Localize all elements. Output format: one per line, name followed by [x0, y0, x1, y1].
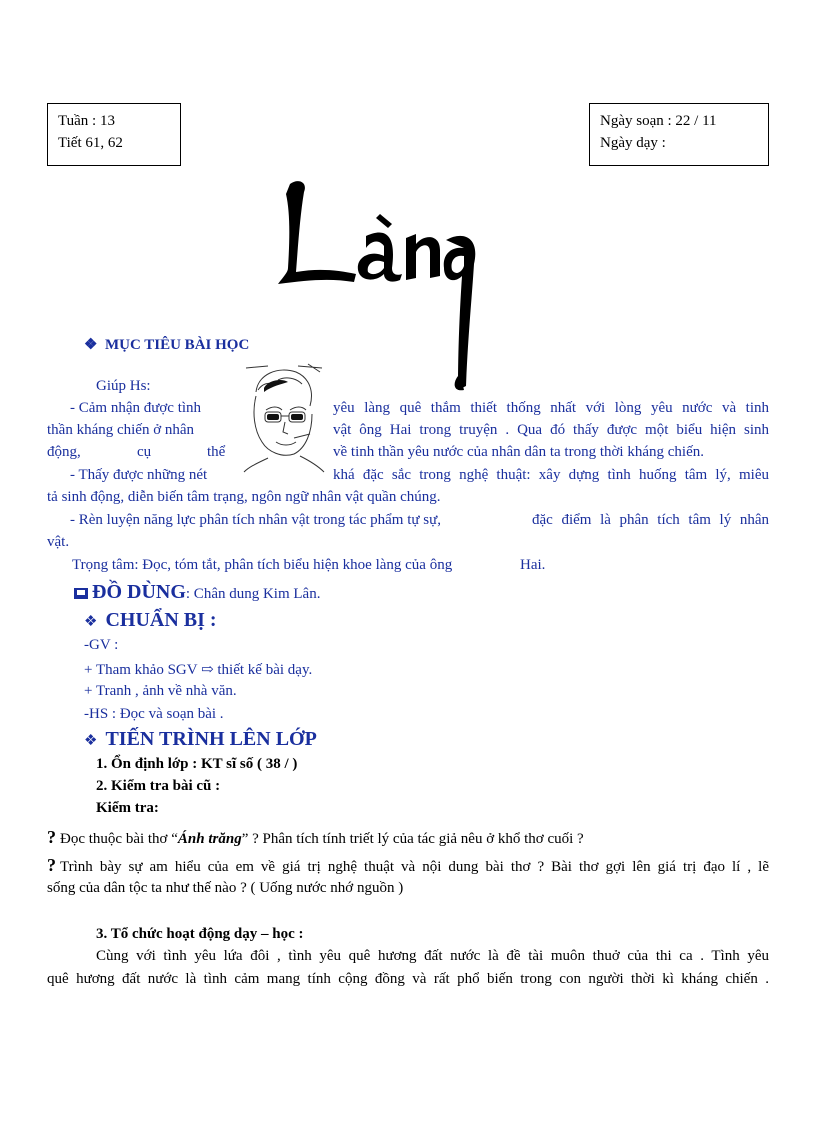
step-3: 3. Tổ chức hoạt động dạy – học : [96, 926, 304, 942]
objectives-heading-text: MỤC TIÊU BÀI HỌC [104, 337, 250, 353]
period-label: Tiết 61, 62 [58, 135, 123, 151]
procedure-heading [84, 728, 317, 751]
portrait-sketch-image [238, 362, 328, 474]
teacher-label: -GV : [84, 637, 119, 653]
objectives-intro: Giúp Hs: [96, 378, 151, 394]
objective-line-3c: thể [207, 444, 226, 460]
focus-line-a: Trọng tâm: Đọc, tóm tắt, phân tích biểu hiện khoe làng của ông [72, 557, 453, 573]
diamond-bullet-icon: ❖ [84, 337, 98, 353]
objective-line-5: tả sinh động, diễn biến tâm trạng, ngôn ngữ nhân vật quần chúng. [47, 489, 441, 505]
intro-paragraph-line-2: quê hương đất nước là tình cảm mang tính cộng đồng và rất phổ biến trong con người thời kì kháng chiến . [47, 971, 769, 987]
question-2-part-a: Trình bày sự am hiểu của em về giá trị nghệ thuật và nội dung bài thơ ? Bài thơ gợi lên giá trị đạo lí , lẽ [60, 859, 769, 875]
materials-text: : Chân dung Kim Lân. [185, 586, 321, 602]
materials-heading-text: ĐỒ DÙNG [92, 581, 186, 603]
preparation-heading [84, 609, 217, 632]
materials-heading [74, 581, 320, 604]
step-1: 1. Ổn định lớp : KT sĩ số ( 38 / ) [96, 756, 298, 772]
question-2-line-1 [47, 855, 769, 876]
focus-line-b: Hai. [520, 557, 546, 573]
objective-line-4a: - Thấy được những nét [70, 467, 208, 483]
objective-line-3d: về tinh thần yêu nước của nhân dân ta trong thời kháng chiến. [333, 444, 704, 460]
objective-line-1a: - Cảm nhận được tình [70, 400, 202, 416]
diamond-bullet-icon: ❖ [84, 614, 98, 630]
step-2-check: Kiểm tra: [96, 800, 159, 816]
week-label: Tuần : 13 [58, 113, 115, 129]
objective-line-2a: thần kháng chiến ở nhân [47, 422, 195, 438]
preparation-heading-text: CHUẨN BỊ : [105, 609, 217, 631]
question-1 [47, 827, 584, 848]
question-1-poem-title: Ánh trăng [177, 831, 242, 847]
question-mark-icon: ? [47, 855, 56, 875]
objective-line-7: vật. [47, 534, 70, 550]
computer-icon [74, 588, 88, 599]
date-info-box [589, 103, 769, 166]
question-1-part-c: ” ? Phân tích tính triết lý của tác giả nêu ở khổ thơ cuối ? [241, 831, 584, 847]
step-2: 2. Kiểm tra bài cũ : [96, 778, 221, 794]
intro-paragraph-line-1: Cùng với tình yêu lứa đôi , tình yêu quê hương đất nước là đề tài muôn thuở của thi ca . Tình yêu [96, 948, 769, 964]
question-2-line-2: sống của dân tộc ta như thế nào ? ( Uống nước nhớ nguồn ) [47, 880, 404, 896]
objective-line-2b: vật ông Hai trong truyện . Qua đó thấy được một biểu hiện sinh [333, 422, 769, 438]
objective-line-6a: - Rèn luyện năng lực phân tích nhân vật trong tác phẩm tự sự, [70, 512, 441, 528]
objective-line-3a: động, [47, 444, 81, 460]
objectives-heading [84, 335, 249, 354]
diamond-bullet-icon: ❖ [84, 733, 98, 749]
student-prep: -HS : Đọc và soạn bài . [84, 706, 224, 722]
objective-line-3b: cụ [137, 444, 152, 460]
teaching-date: Ngày dạy : [600, 135, 666, 151]
teacher-item-2: + Tranh , ảnh về nhà văn. [84, 683, 237, 699]
objective-line-4b: khá đặc sắc trong nghệ thuật: xây dựng tình huống tâm lý, miêu [333, 467, 769, 483]
lesson-info-box [47, 103, 181, 166]
procedure-heading-text: TIẾN TRÌNH LÊN LỚP [105, 728, 317, 750]
question-1-part-a: Đọc thuộc bài thơ “ [60, 831, 178, 847]
objective-line-6b: đặc điểm là phân tích tâm lý nhân [532, 512, 769, 528]
prepared-date: Ngày soạn : 22 / 11 [600, 113, 717, 129]
teacher-item-1: + Tham khảo SGV ⇨ thiết kế bài dạy. [84, 662, 313, 678]
objective-line-1b: yêu làng quê thắm thiết thống nhất với lòng yêu nước và tinh [333, 400, 769, 416]
question-mark-icon: ? [47, 827, 56, 847]
